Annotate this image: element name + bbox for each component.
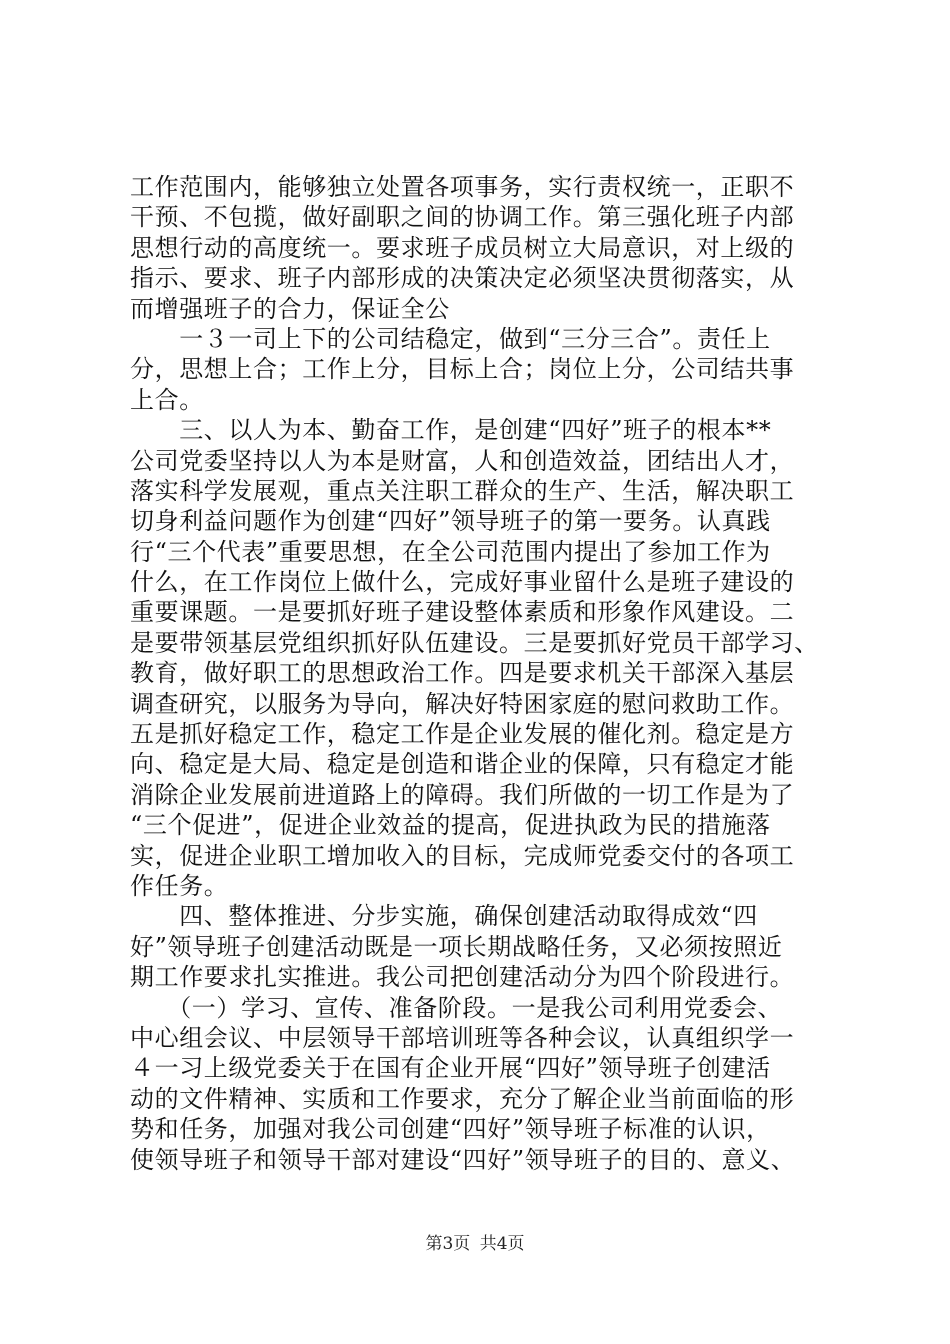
text-line: 行“三个代表”重要思想，在全公司范围内提出了参加工作为 — [130, 537, 771, 566]
text-line: 公司党委坚持以人为本是财富，人和创造效益，团结出人才， — [130, 446, 795, 475]
text-line: 分，思想上合；工作上分，目标上合；岗位上分，公司结共事 — [130, 355, 795, 384]
text-line: 工作范围内，能够独立处置各项事务，实行责权统一，正职不 — [130, 173, 795, 201]
text-line: 是要带领基层党组织抓好队伍建设。三是要抓好党员干部学习、 — [130, 628, 819, 657]
page-footer — [0, 1232, 950, 1256]
text-line: 动的文件精神、实质和工作要求，充分了解企业当前面临的形 — [130, 1084, 795, 1113]
document-body — [130, 172, 830, 1175]
text-line: 使领导班子和领导干部对建设“四好”领导班子的目的、意义、 — [130, 1145, 796, 1174]
text-line: 期工作要求扎实推进。我公司把创建活动分为四个阶段进行。 — [130, 963, 795, 992]
text-line: 一３一司上下的公司结稳定，做到“三分三合”。责任上 — [130, 324, 771, 353]
text-line: 势和任务，加强对我公司创建“四好”领导班子标准的认识， — [130, 1115, 771, 1144]
text-line: 作任务。 — [130, 871, 229, 900]
text-line: 重要课题。一是要抓好班子建设整体素质和形象作风建设。二 — [130, 598, 795, 627]
page-number: 第3页 — [425, 1234, 471, 1254]
text-line: 实，促进企业职工增加收入的目标，完成师党委交付的各项工 — [130, 841, 795, 870]
text-line: 向、稳定是大局、稳定是创造和谐企业的保障，只有稳定才能 — [130, 750, 795, 779]
text-line: “三个促进”，促进企业效益的提高，促进执政为民的措施落 — [130, 811, 771, 840]
text-line: 五是抓好稳定工作，稳定工作是企业发展的催化剂。稳定是方 — [130, 720, 795, 749]
text-line: 三、以人为本、勤奋工作，是创建“四好”班子的根本** — [130, 416, 772, 445]
text-line: 好”领导班子创建活动既是一项长期战略任务，又必须按照近 — [130, 932, 783, 961]
text-line: 消除企业发展前进道路上的障碍。我们所做的一切工作是为了 — [130, 780, 795, 809]
text-line: 上合。 — [130, 385, 204, 414]
text-line: 调查研究，以服务为导向，解决好特困家庭的慰问救助工作。 — [130, 689, 795, 718]
text-line: 教育，做好职工的思想政治工作。四是要求机关干部深入基层 — [130, 659, 795, 688]
text-line: 四、整体推进、分步实施，确保创建活动取得成效“四 — [130, 902, 758, 931]
page-total: 共4页 — [479, 1234, 525, 1254]
text-line: 指示、要求、班子内部形成的决策决定必须坚决贯彻落实，从 — [130, 264, 795, 293]
text-line: 思想行动的高度统一。要求班子成员树立大局意识，对上级的 — [130, 233, 795, 262]
text-line: 中心组会议、中层领导干部培训班等各种会议，认真组织学一 — [130, 1023, 795, 1052]
text-line: 而增强班子的合力，保证全公 — [130, 294, 450, 323]
text-line: 落实科学发展观，重点关注职工群众的生产、生活，解决职工 — [130, 476, 795, 505]
text-line: 什么，在工作岗位上做什么，完成好事业留什么是班子建设的 — [130, 568, 795, 597]
text-line: ４一习上级党委关于在国有企业开展“四好”领导班子创建活 — [130, 1054, 771, 1083]
text-line: 干预、不包揽，做好副职之间的协调工作。第三强化班子内部 — [130, 203, 795, 232]
text-line: 切身利益问题作为创建“四好”领导班子的第一要务。认真践 — [130, 507, 771, 536]
text-line: （一）学习、宣传、准备阶段。一是我公司利用党委会、 — [130, 993, 783, 1022]
